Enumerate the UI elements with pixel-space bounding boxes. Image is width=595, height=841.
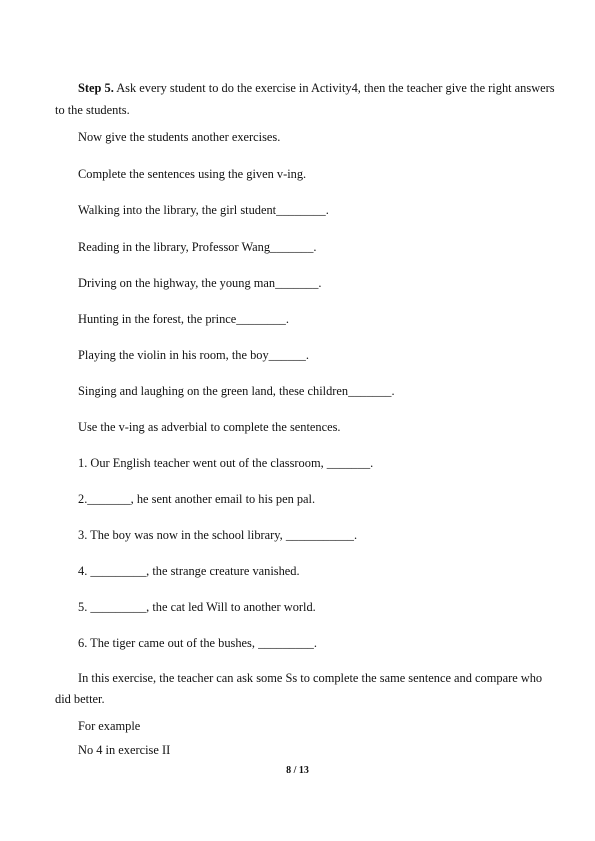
part2-item: 5. _________, the cat led Will to another world.: [78, 600, 316, 614]
part1-item: Reading in the library, Professor Wang_______.: [78, 240, 317, 254]
part1-item: Hunting in the forest, the prince________.: [78, 312, 289, 326]
part1-item: Playing the violin in his room, the boy______.: [78, 348, 309, 362]
part2-item: 4. _________, the strange creature vanished.: [78, 564, 300, 578]
part1-item: Singing and laughing on the green land, these children_______.: [78, 384, 395, 398]
part1-item: Walking into the library, the girl student________.: [78, 203, 329, 217]
note-line2: did better.: [55, 692, 105, 706]
intro-paragraph: Now give the students another exercises.: [78, 130, 281, 144]
step5-text-1: Ask every student to do the exercise in Activity4, then the teacher give the right answers: [113, 81, 555, 95]
example-label: For example: [78, 719, 141, 733]
part2-item: 3. The boy was now in the school library, ___________.: [78, 528, 358, 542]
note-line1: In this exercise, the teacher can ask some Ss to complete the same sentence and compare who: [78, 671, 543, 685]
step5-line1: [78, 81, 555, 96]
step5-label: Step 5.: [78, 81, 114, 95]
example-reference: No 4 in exercise II: [78, 743, 171, 757]
part1-item: Driving on the highway, the young man_______.: [78, 276, 322, 290]
page-number: 8 / 13: [286, 765, 309, 776]
step5-line2: to the students.: [55, 103, 130, 117]
part2-instruction: Use the v-ing as adverbial to complete the sentences.: [78, 420, 341, 434]
part2-item: 2._______, he sent another email to his pen pal.: [78, 492, 316, 506]
part2-item: 6. The tiger came out of the bushes, _________.: [78, 636, 317, 650]
part2-item: 1. Our English teacher went out of the classroom, _______.: [78, 456, 374, 470]
part1-instruction: Complete the sentences using the given v-ing.: [78, 167, 307, 181]
